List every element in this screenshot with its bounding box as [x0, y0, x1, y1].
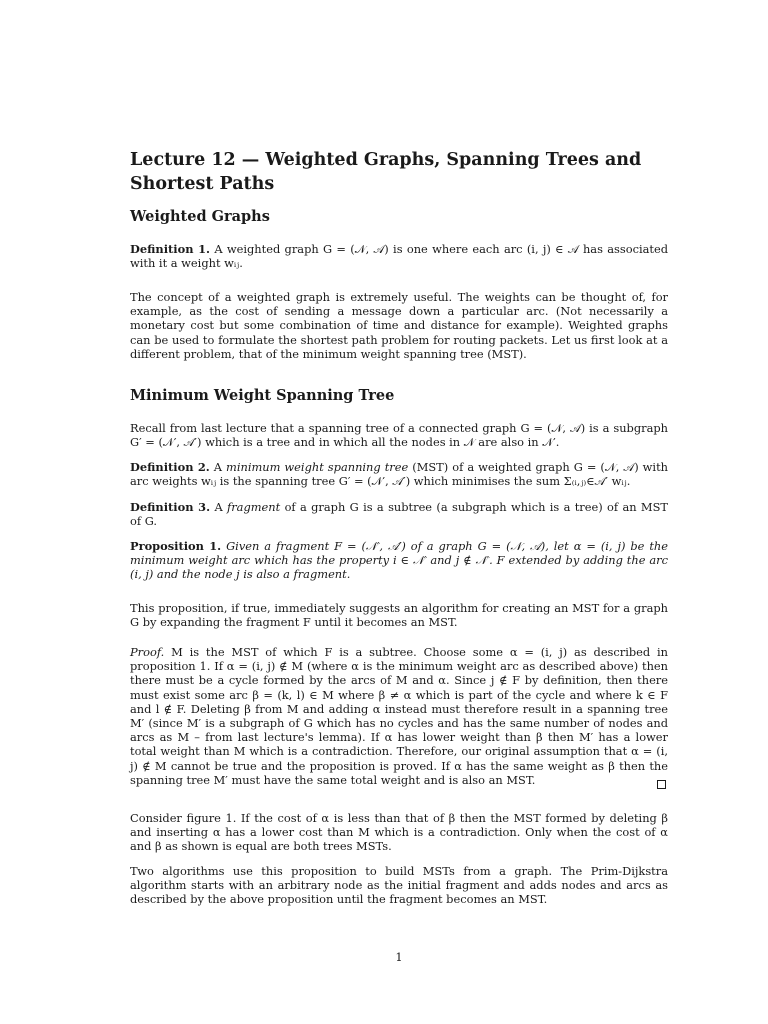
paragraph-weighted-graph-concept: The concept of a weighted graph is extremely useful. The weights can be thought of, for example, as the cost of sending a message down a particular arc. (Not necessarily a monetary cost but some combination of time and distance for example). Weighted graphs can be used to formulate the shortest path problem for routing packets. Let us first look at a different problem, that of the minimum weight spanning tree (MST). — [130, 290, 668, 361]
definition-2-post: (MST) of a weighted graph G = (𝒩, 𝒜) with arc weights wᵢⱼ is the spanning tree G′ = (𝒩′, 𝒜′) which minimises the sum Σ₍ᵢ,ⱼ₎∈𝒜′ wᵢⱼ. — [130, 460, 668, 489]
proposition-1-text: Given a fragment F = (𝒩′, 𝒜′) of a graph G = (𝒩, 𝒜), let α = (i, j) be the minimum weight arc which has the property i ∈ 𝒩′ and j ∉ 𝒩′. F extended by adding the arc (i, j) and the node j is also a fragment. — [130, 539, 669, 582]
definition-3-pre: A — [214, 500, 228, 514]
definition-1 — [130, 242, 668, 270]
section-heading-mst: Minimum Weight Spanning Tree — [130, 387, 395, 404]
definition-1-label: Definition 1. — [130, 242, 211, 256]
paragraph-proposition-consequence: This proposition, if true, immediately suggests an algorithm for creating an MST for a graph G by expanding the fragment F until it becomes an MST. — [130, 601, 668, 630]
paragraph-figure-discussion: Consider figure 1. If the cost of α is less than that of β then the MST formed by deleting β and inserting α has a lower cost than M which is a contradiction. Only when the cost of α and β as shown is equal are both trees MSTs. — [130, 811, 668, 854]
proposition-1-label: Proposition 1. — [130, 539, 222, 553]
definition-3 — [130, 500, 668, 528]
qed-square-icon — [657, 780, 666, 789]
paragraph-prim-dijkstra: Two algorithms use this proposition to build MSTs from a graph. The Prim-Dijkstra algorithm starts with an arbitrary node as the initial fragment and adds nodes and arcs as described by the above proposition until the fragment becomes an MST. — [130, 864, 668, 907]
definition-1-text: A weighted graph G = (𝒩, 𝒜) is one where each arc (i, j) ∈ 𝒜 has associated with it a weight wᵢⱼ. — [130, 242, 669, 271]
proof-text: M is the MST of which F is a subtree. Choose some α = (i, j) as described in proposition 1. If α = (i, j) ∉ M (where α is the minimum weight arc as described above) then there must be a cycle formed by the arcs of M and α. Since j ∉ F by definition, then there must exist some arc β = (k, l) ∈ M where β ≠ α which is part of the cycle and where k ∈ F and l ∉ F. Deleting β from M and adding α instead must therefore result in a spanning tree M′ (since M′ is a subgraph of G which has no cycles and has the same number of nodes and arcs as M – from last lecture's lemma). If α has lower weight than β then M′ has a lower total weight than M which is a contradiction. Therefore, our original assumption that α = (i, j) ∉ M cannot be true and the proposition is proved. If α has the same weight as β then the spanning tree M′ must have the same total weight and is also an MST. — [130, 645, 669, 787]
definition-3-label: Definition 3. — [130, 500, 211, 514]
definition-3-term: fragment — [227, 500, 281, 514]
section-heading-weighted-graphs: Weighted Graphs — [130, 208, 270, 225]
proof — [130, 645, 668, 787]
definition-3-post: of a graph G is a subtree (a subgraph which is a tree) of an MST of G. — [130, 500, 668, 529]
proof-label: Proof. — [130, 645, 165, 659]
definition-2-term: minimum weight spanning tree — [226, 460, 409, 474]
paragraph-spanning-tree-recall: Recall from last lecture that a spanning tree of a connected graph G = (𝒩, 𝒜) is a subgraph G′ = (𝒩′, 𝒜′) which is a tree and in which all the nodes in 𝒩 are also in 𝒩′. — [130, 421, 668, 450]
definition-2-label: Definition 2. — [130, 460, 210, 474]
proposition-1 — [130, 539, 668, 582]
definition-2-pre: A — [213, 460, 227, 474]
page-number: 1 — [395, 950, 403, 964]
lecture-title: Lecture 12 — Weighted Graphs, Spanning Trees and Shortest Paths — [130, 150, 642, 194]
definition-2 — [130, 460, 668, 488]
